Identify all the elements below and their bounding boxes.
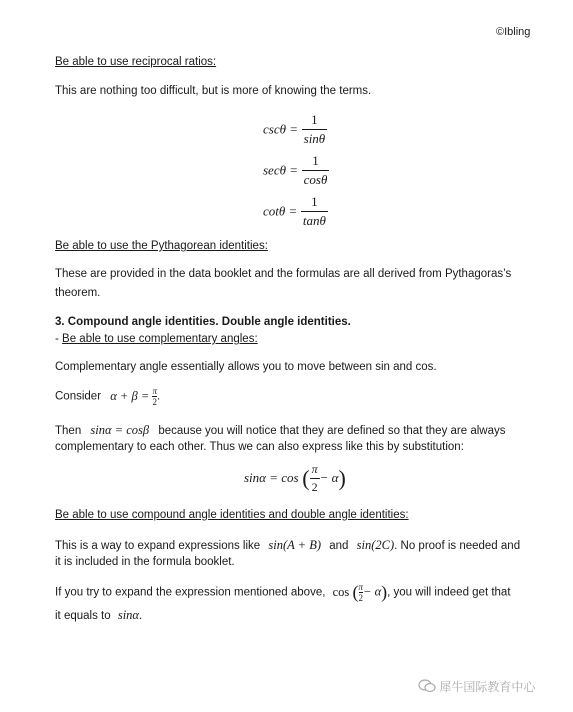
equals-period: . <box>138 610 143 622</box>
cot-lhs: cotθ = <box>263 203 298 219</box>
compound-line2: it is included in the formula booklet. <box>55 556 235 568</box>
then-line <box>55 423 505 438</box>
substitution-equation <box>244 462 346 495</box>
csc-fraction <box>302 112 328 147</box>
watermark-text: 犀牛国际教育中心 <box>439 680 536 694</box>
csc-num: 1 <box>311 112 318 127</box>
sec-fraction <box>302 153 330 188</box>
equals-line <box>55 608 142 623</box>
pythagorean-line2: theorem. <box>55 287 101 299</box>
expand-cos: cos <box>332 584 350 599</box>
sub-eq-tail: − α <box>319 469 339 485</box>
pi-num: π <box>152 386 157 396</box>
pythagorean-heading: Be able to use the Pythagorean identities: <box>55 240 268 252</box>
left-paren: ( <box>302 465 310 491</box>
then-math: sinα = cosβ <box>90 423 150 437</box>
sub-eq-fraction <box>310 462 320 495</box>
sub-eq-two: 2 <box>310 478 320 495</box>
compound-line1 <box>55 538 520 553</box>
right-paren: ) <box>338 465 346 491</box>
then-rest: because you will notice that they are defined so that they are always <box>158 425 506 437</box>
compound-l1b: . No proof is needed and <box>394 540 521 552</box>
complementary-text: Complementary angle essentially allows you to move between sin and cos. <box>55 361 437 373</box>
dash-prefix: - <box>55 333 63 345</box>
cot-num: 1 <box>311 194 318 209</box>
sec-equation <box>263 153 329 188</box>
csc-den: sinθ <box>303 131 326 146</box>
sec-num: 1 <box>312 153 319 168</box>
expand-left-paren: ( <box>352 582 359 602</box>
compound-heading: Be able to use compound angle identities and double angle identities: <box>55 509 409 521</box>
cot-equation <box>263 194 328 229</box>
expand-line <box>55 582 511 603</box>
expand-right-paren: ) <box>381 582 388 602</box>
two-den: 2 <box>152 397 157 407</box>
equals-sin: sinα <box>117 608 139 622</box>
then-word: Then <box>55 425 82 437</box>
consider-line: Consider $\alpha + \beta = \frac{\pi}{2}$ . <box>55 386 161 407</box>
equals-l4a: it equals to <box>55 610 111 622</box>
csc-equation <box>263 112 327 147</box>
copyright-label: ©Ibling <box>496 26 531 38</box>
consider-math: α + β = <box>110 388 150 403</box>
compound-and: and <box>329 540 349 552</box>
sec-lhs: secθ = <box>263 162 299 178</box>
pythagorean-line1: These are provided in the data booklet and the formulas are all derived from Pythagoras’s <box>55 268 512 280</box>
expand-l3b: , you will indeed get that <box>387 586 511 599</box>
sub-eq-lhs: sinα = cos <box>244 469 299 485</box>
complementary-heading: Be able to use complementary angles: <box>62 333 258 345</box>
expand-tail: − α <box>363 584 382 599</box>
reciprocal-heading: Be able to use reciprocal ratios: <box>55 56 217 68</box>
cot-fraction <box>301 194 328 229</box>
compound-l1a: This is a way to expand expressions like <box>55 540 261 552</box>
consider-word: Consider <box>55 390 102 403</box>
sec-den: cosθ <box>303 172 328 187</box>
wechat-icon <box>418 679 436 696</box>
sin-2c: sin(2C) <box>356 538 395 552</box>
expand-l3a: If you try to expand the expression mentioned above, <box>55 586 326 599</box>
expand-pi: π <box>358 582 364 592</box>
csc-lhs: cscθ = <box>263 121 299 137</box>
cot-den: tanθ <box>302 213 326 228</box>
watermark <box>418 678 535 696</box>
section3-title: 3. Compound angle identities. Double angle identities. <box>55 316 351 328</box>
sin-a-plus-b: sin(A + B) <box>268 538 322 552</box>
complementary-line2: complementary to each other. Thus we can also express like this by substitution: <box>55 441 464 453</box>
sub-eq-pi: π <box>311 462 318 476</box>
reciprocal-text: This are nothing too difficult, but is more of knowing the terms. <box>55 85 372 97</box>
expand-two: 2 <box>358 593 363 603</box>
complementary-heading-line <box>55 333 258 345</box>
